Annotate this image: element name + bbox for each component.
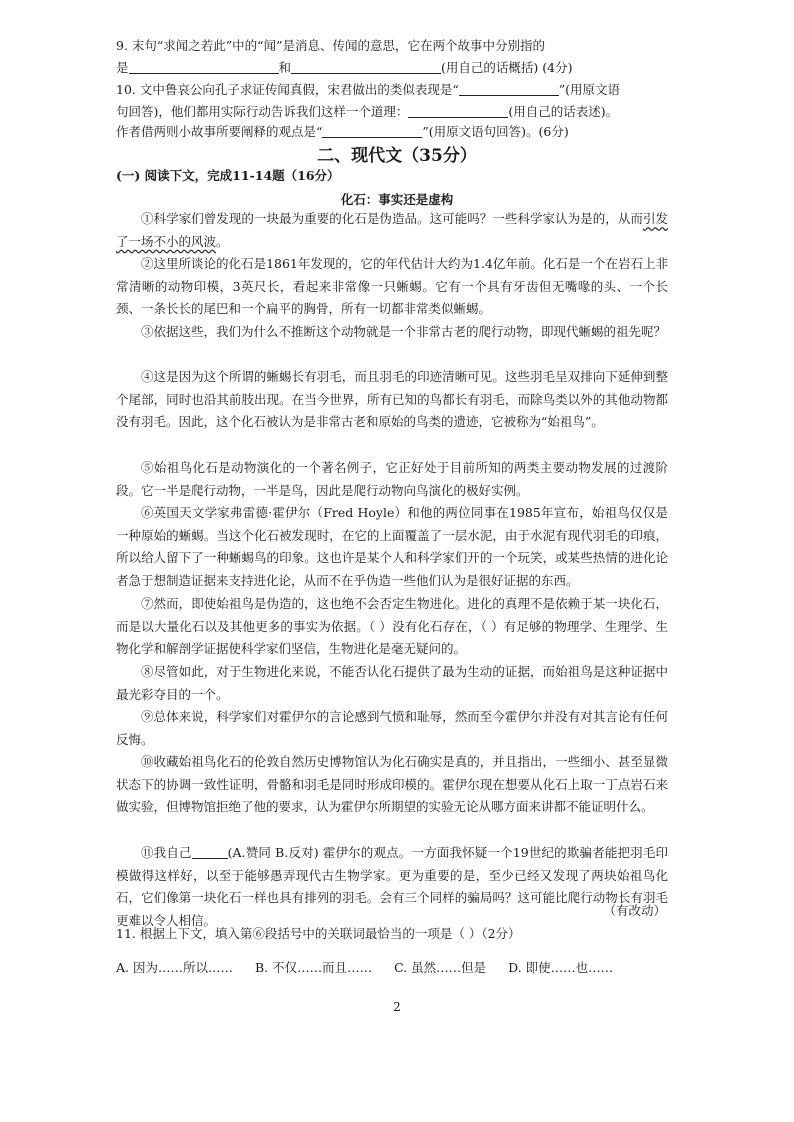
paragraph-7: ⑦然而，即使始祖鸟是伪造的，这也绝不会否定生物进化。进化的真理不是依赖于某一块化石，而是以大量化石以及其他更多的事实为依据。（ ）没有化石存在，（ ）有足够的物理学、生理学、生物化学和解剖学证据使科学家们坚信，生物进化是毫无疑问的。 xyxy=(116,596,668,656)
option-a[interactable]: A. 因为……所以…… xyxy=(116,960,233,975)
paragraph-11 xyxy=(116,842,668,932)
q9-answer-blank-1[interactable] xyxy=(129,61,279,74)
q10-answer-blank-1[interactable] xyxy=(459,83,559,96)
paragraph-11-text: (A.赞同 B.反对) 霍伊尔的观点。一方面我怀疑一个19世纪的欺骗者能把羽毛印模做得这样好，以至于能够愚弄现代古生物学家。更为重要的是，至少已经又发现了两块始祖鸟化石，它们像第一块化石一样也具有排列的羽毛。会有三个同样的骗局吗？这可能比爬行动物长有羽毛更难以令人相信。 xyxy=(116,845,668,928)
q10-line2 xyxy=(116,104,668,120)
p11-answer-blank[interactable] xyxy=(192,846,228,859)
paragraph-1-text: ①科学家们曾发现的一块最为重要的化石是伪造品。这可能吗？一些科学家认为是的，从而 xyxy=(141,211,643,226)
q9-answer-blank-2[interactable] xyxy=(291,61,441,74)
paragraph-8: ⑧尽管如此，对于生物进化来说，不能否认化石提供了最为生动的证据，而始祖鸟是这种证据中最光彩夺目的一个。 xyxy=(116,664,668,702)
paragraph-5: ⑤始祖鸟化石是动物演化的一个著名例子，它正好处于目前所知的两类主要动物发展的过渡阶段。它一半是爬行动物，一半是鸟，因此是爬行动物向鸟演化的极好实例。 xyxy=(116,460,668,498)
q10-text-1: 10. 文中鲁哀公向孔子求证传闻真假，宋君做出的类似表现是“ xyxy=(116,82,459,97)
q10-answer-blank-2[interactable] xyxy=(408,105,508,118)
q10-text-4: (用自己的话表述)。 xyxy=(508,104,619,119)
paragraph-1-end: 。 xyxy=(216,233,229,249)
paragraph-1 xyxy=(116,208,668,253)
q10-text-6: ”(用原文语句回答)。(6分) xyxy=(422,124,569,139)
q10-text-5: 作者借两则小故事所要阐释的观点是“ xyxy=(116,124,323,139)
q11-options xyxy=(116,958,631,976)
q10-text-3: 句回答)，他们都用实际行动告诉我们这样一个道理： xyxy=(116,104,409,119)
option-d[interactable]: D. 即使……也…… xyxy=(508,960,614,975)
paragraph-11-start: ⑪我自己 xyxy=(141,845,192,860)
q9-line2 xyxy=(116,60,668,76)
adapted-note: （有改动） xyxy=(603,903,666,918)
q10-line1 xyxy=(116,82,668,98)
page-number: 2 xyxy=(393,1000,401,1014)
option-c[interactable]: C. 虽然……但是 xyxy=(394,960,487,975)
section-heading: 二、现代文（35分） xyxy=(317,146,477,166)
q10-text-2: ”(用原文语 xyxy=(558,82,621,97)
paragraph-4: ④这是因为这个所谓的蜥蜴长有羽毛，而且羽毛的印迹清晰可见。这些羽毛呈双排向下延伸到整个尾部，同时也沿其前肢出现。在当今世界，所有已知的鸟都长有羽毛，而除鸟类以外的其他动物都没有羽毛。因此，这个化石被认为是非常古老和原始的鸟类的遗迹，它被称为“始祖鸟”。 xyxy=(116,369,668,429)
paragraph-10: ⑩收藏始祖鸟化石的伦敦自然历史博物馆认为化石确实是真的，并且指出，一些细小、甚至显微状态下的协调一致性证明，骨骼和羽毛是同时形成印模的。霍伊尔现在想要从化石上取一丁点岩石来做实验，但博物馆拒绝了他的要求，认为霍伊尔所期望的实验无论从哪方面来讲都不能证明什么。 xyxy=(116,754,668,814)
article-title: 化石：事实还是虚构 xyxy=(340,192,454,207)
q9-end: (用自己的话概括) (4分) xyxy=(441,60,573,75)
q11-stem: 11. 根据上下文，填入第⑥段括号中的关联词最恰当的一项是（ ）（2分） xyxy=(116,926,521,941)
reading-subhead: (一) 阅读下文，完成11-14题（16分） xyxy=(116,168,340,183)
paragraph-2: ②这里所谈论的化石是1861年发现的，它的年代估计大约为1.4亿年前。化石是一个在岩石上非常清晰的动物印模，3英尺长，看起来非常像一只蜥蜴。它有一个具有牙齿但无嘴喙的头、一个长颈、一条长长的尾巴和一个扁平的胸骨，所有一切都非常类似蜥蜴。 xyxy=(116,256,668,316)
paragraph-3: ③依据这些，我们为什么不推断这个动物就是一个非常古老的爬行动物，即现代蜥蜴的祖先呢？ xyxy=(141,324,667,339)
q9-line1: 9. 末句“求闻之若此”中的“闻”是消息、传闻的意思，它在两个故事中分别指的 xyxy=(116,38,545,53)
q10-line3 xyxy=(116,124,668,140)
wavy-underlined-phrase: 引发了一场不小的风波 xyxy=(116,211,668,249)
q9-and: 和 xyxy=(278,60,292,75)
q9-mid: 是 xyxy=(116,60,129,75)
q10-answer-blank-3[interactable] xyxy=(322,125,422,138)
paragraph-9: ⑨总体来说，科学家们对霍伊尔的言论感到气愤和耻辱，然而至今霍伊尔并没有对其言论有任何反悔。 xyxy=(116,709,668,747)
paragraph-6: ⑥英国天文学家弗雷德·霍伊尔（Fred Hoyle）和他的两位同事在1985年宣布，始祖鸟仅仅是一种原始的蜥蜴。当这个化石被发现时，在它的上面覆盖了一层水泥，由于水泥有现代羽毛的印痕，所以给人留下了一种蜥蜴鸟的印象。这也许是某个人和科学家们开的一个玩笑，或某些热情的进化论者急于想制造证据来支持进化论，从而不在乎伪造一些他们认为是很好证据的东西。 xyxy=(116,505,668,588)
option-b[interactable]: B. 不仅……而且…… xyxy=(254,960,373,975)
